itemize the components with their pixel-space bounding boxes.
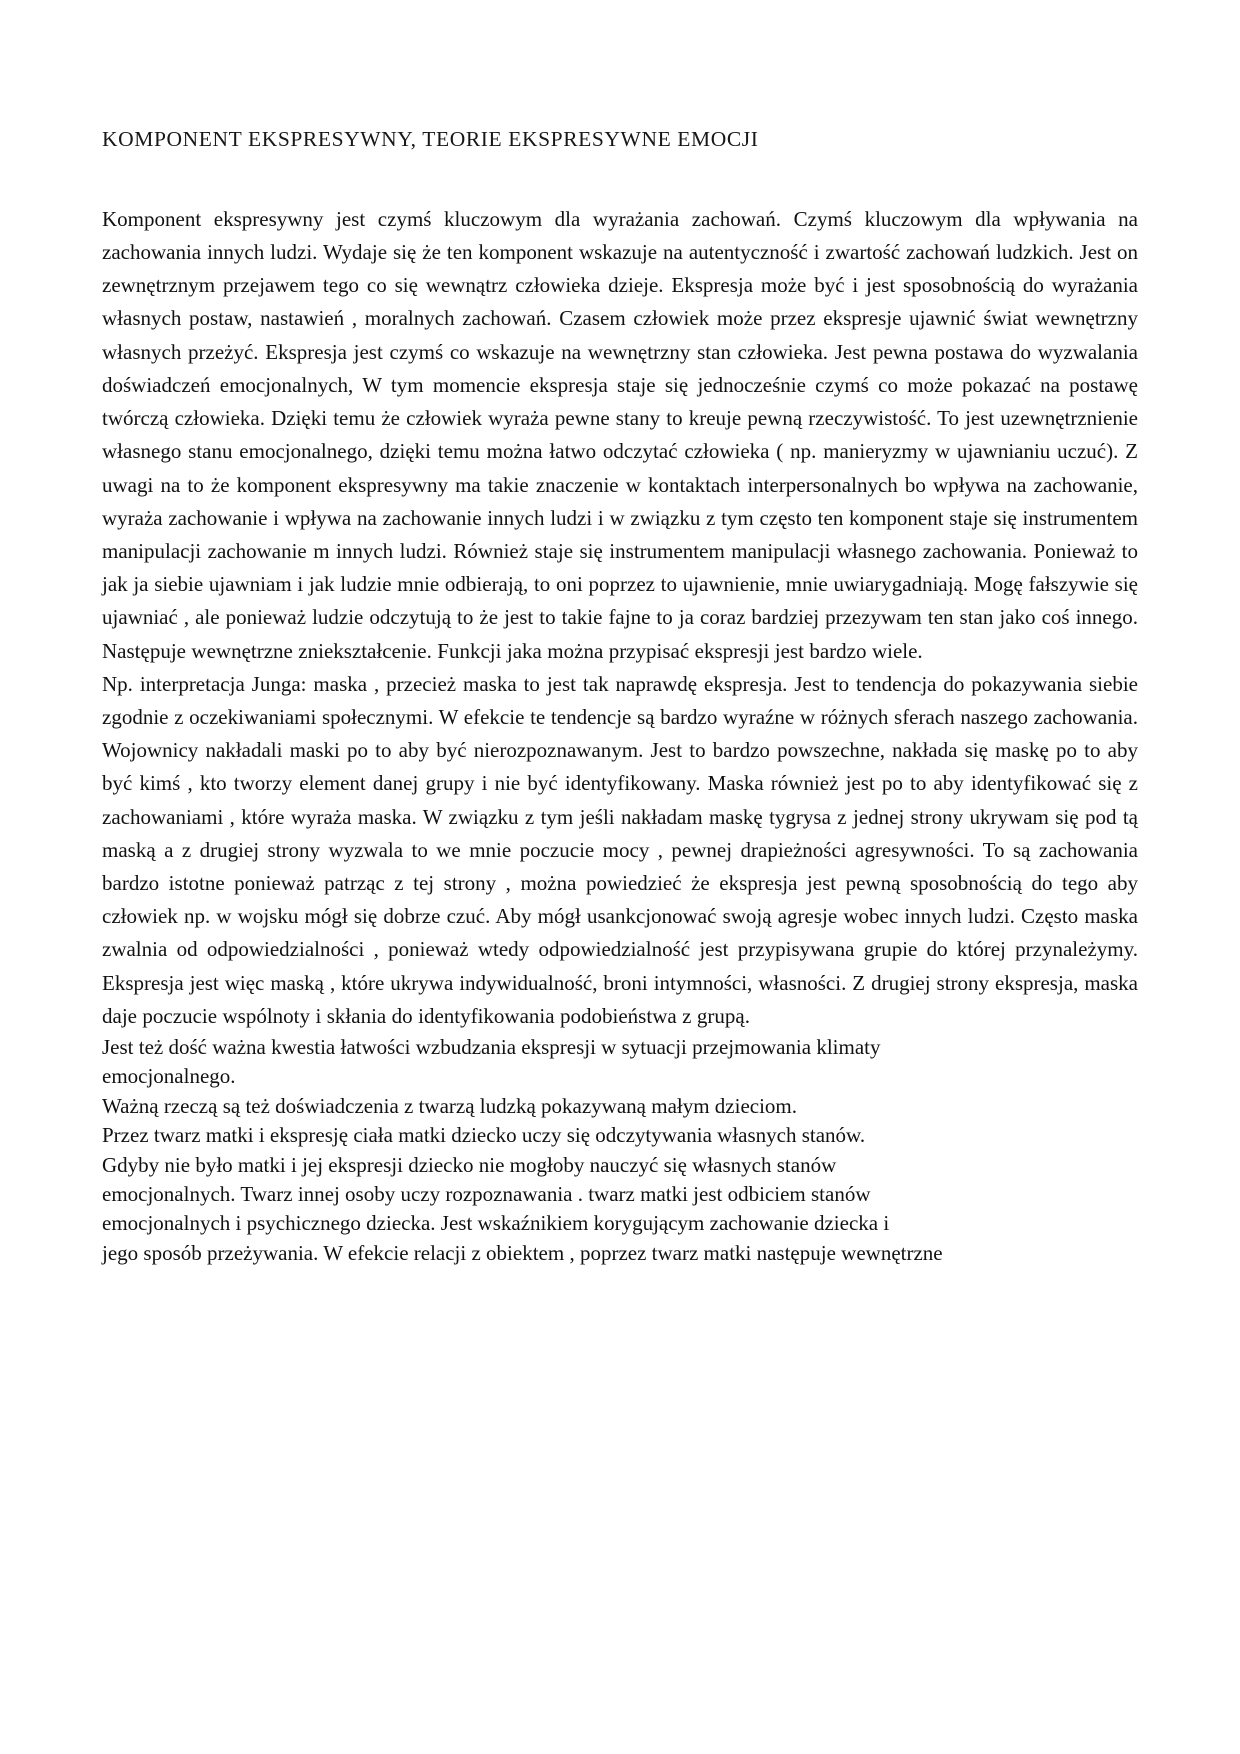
paragraph-2: Np. interpretacja Junga: maska , przecież maska to jest tak naprawdę ekspresja. Jest to tendencja do pokazywania siebie zgodnie z oczekiwaniami społecznymi. W efekcie te tendencje są bardzo wyraźne w różnych sferach naszego zachowania. Wojownicy nakładali maski po to aby być nierozpoznawanym. Jest to bardzo powszechne, nakłada się maskę po to aby być kimś , kto tworzy element danej grupy i nie być identyfikowany. Maska również jest po to aby identyfikować się z zachowaniami , które wyraża maska. W związku z tym jeśli nakładam maskę tygrysa z jednej strony ukrywam się pod tą maską a z drugiej strony wyzwala to we mnie poczucie mocy , pewnej drapieżności agresywności. To są zachowania bardzo istotne ponieważ patrząc z tej strony , można powiedzieć że ekspresja jest pewną sposobnością do tego aby człowiek np. w wojsku mógł się dobrze czuć. Aby mógł usankcjonować swoją agresje wobec innych ludzi. Często maska zwalnia od odpowiedzialności , ponieważ wtedy odpowiedzialność jest przypisywana grupie do której przynależymy. Ekspresja jest więc maską , które ukrywa indywidualność, broni intymności, własności. Z drugiej strony ekspresja, maska daje poczucie wspólnoty i skłania do identyfikowania podobieństwa z grupą. [102,671,1138,1028]
document-content [102,126,1138,1268]
closing-notes-block [102,1033,1138,1268]
closing-note-line: Jest też dość ważna kwestia łatwości wzbudzania ekspresji w sytuacji przejmowania klimaty [102,1034,881,1059]
closing-note-line: emocjonalnych. Twarz innej osoby uczy rozpoznawania . twarz matki jest odbiciem stanów [102,1181,871,1206]
page-title: KOMPONENT EKSPRESYWNY, TEORIE EKSPRESYWNE EMOCJI [102,127,759,151]
closing-note-line: emocjonalnego. [102,1064,236,1089]
closing-note-line: Ważną rzeczą są też doświadczenia z twarzą ludzką pokazywaną małym dzieciom. [102,1093,798,1118]
closing-note-line: Gdyby nie było matki i jej ekspresji dziecko nie mogłoby nauczyć się własnych stanów [102,1152,837,1177]
closing-note-line: jego sposób przeżywania. W efekcie relacji z obiektem , poprzez twarz matki następuje wewnętrzne [102,1240,943,1265]
paragraph-1: Komponent ekspresywny jest czymś kluczowym dla wyrażania zachowań. Czymś kluczowym dla wpływania na zachowania innych ludzi. Wydaje się że ten komponent wskazuje na autentyczność i zwartość zachowań ludzkich. Jest on zewnętrznym przejawem tego co się wewnątrz człowieka dzieje. Ekspresja może być i jest sposobnością do wyrażania własnych postaw, nastawień , moralnych zachowań. Czasem człowiek może przez ekspresje ujawnić świat wewnętrzny własnych przeżyć. Ekspresja jest czymś co wskazuje na wewnętrzny stan człowieka. Jest pewna postawa do wyzwalania doświadczeń emocjonalnych, W tym momencie ekspresja staje się jednocześnie czymś co może pokazać na postawę twórczą człowieka. Dzięki temu że człowiek wyraża pewne stany to kreuje pewną rzeczywistość. To jest uzewnętrznienie własnego stanu emocjonalnego, dzięki temu można łatwo odczytać człowieka ( np. manieryzmy w ujawnianiu uczuć). Z uwagi na to że komponent ekspresywny ma takie znaczenie w kontaktach interpersonalnych bo wpływa na zachowanie, wyraża zachowanie i wpływa na zachowanie innych ludzi i w związku z tym często ten komponent staje się instrumentem manipulacji zachowanie m innych ludzi. Również staje się instrumentem manipulacji własnego zachowania. Ponieważ to jak ja siebie ujawniam i jak ludzie mnie odbierają, to oni poprzez to ujawnienie, mnie uwiarygadniają. Mogę fałszywie się ujawniać , ale ponieważ ludzie odczytują to że jest to takie fajne to ja coraz bardziej przezywam ten stan jako coś innego. Następuje wewnętrzne zniekształcenie. Funkcji jaka można przypisać ekspresji jest bardzo wiele. [102,206,1138,663]
closing-note-line: emocjonalnych i psychicznego dziecka. Jest wskaźnikiem korygującym zachowanie dziecka i [102,1211,890,1236]
closing-note-line: Przez twarz matki i ekspresję ciała matki dziecko uczy się odczytywania własnych stanów. [102,1123,866,1148]
